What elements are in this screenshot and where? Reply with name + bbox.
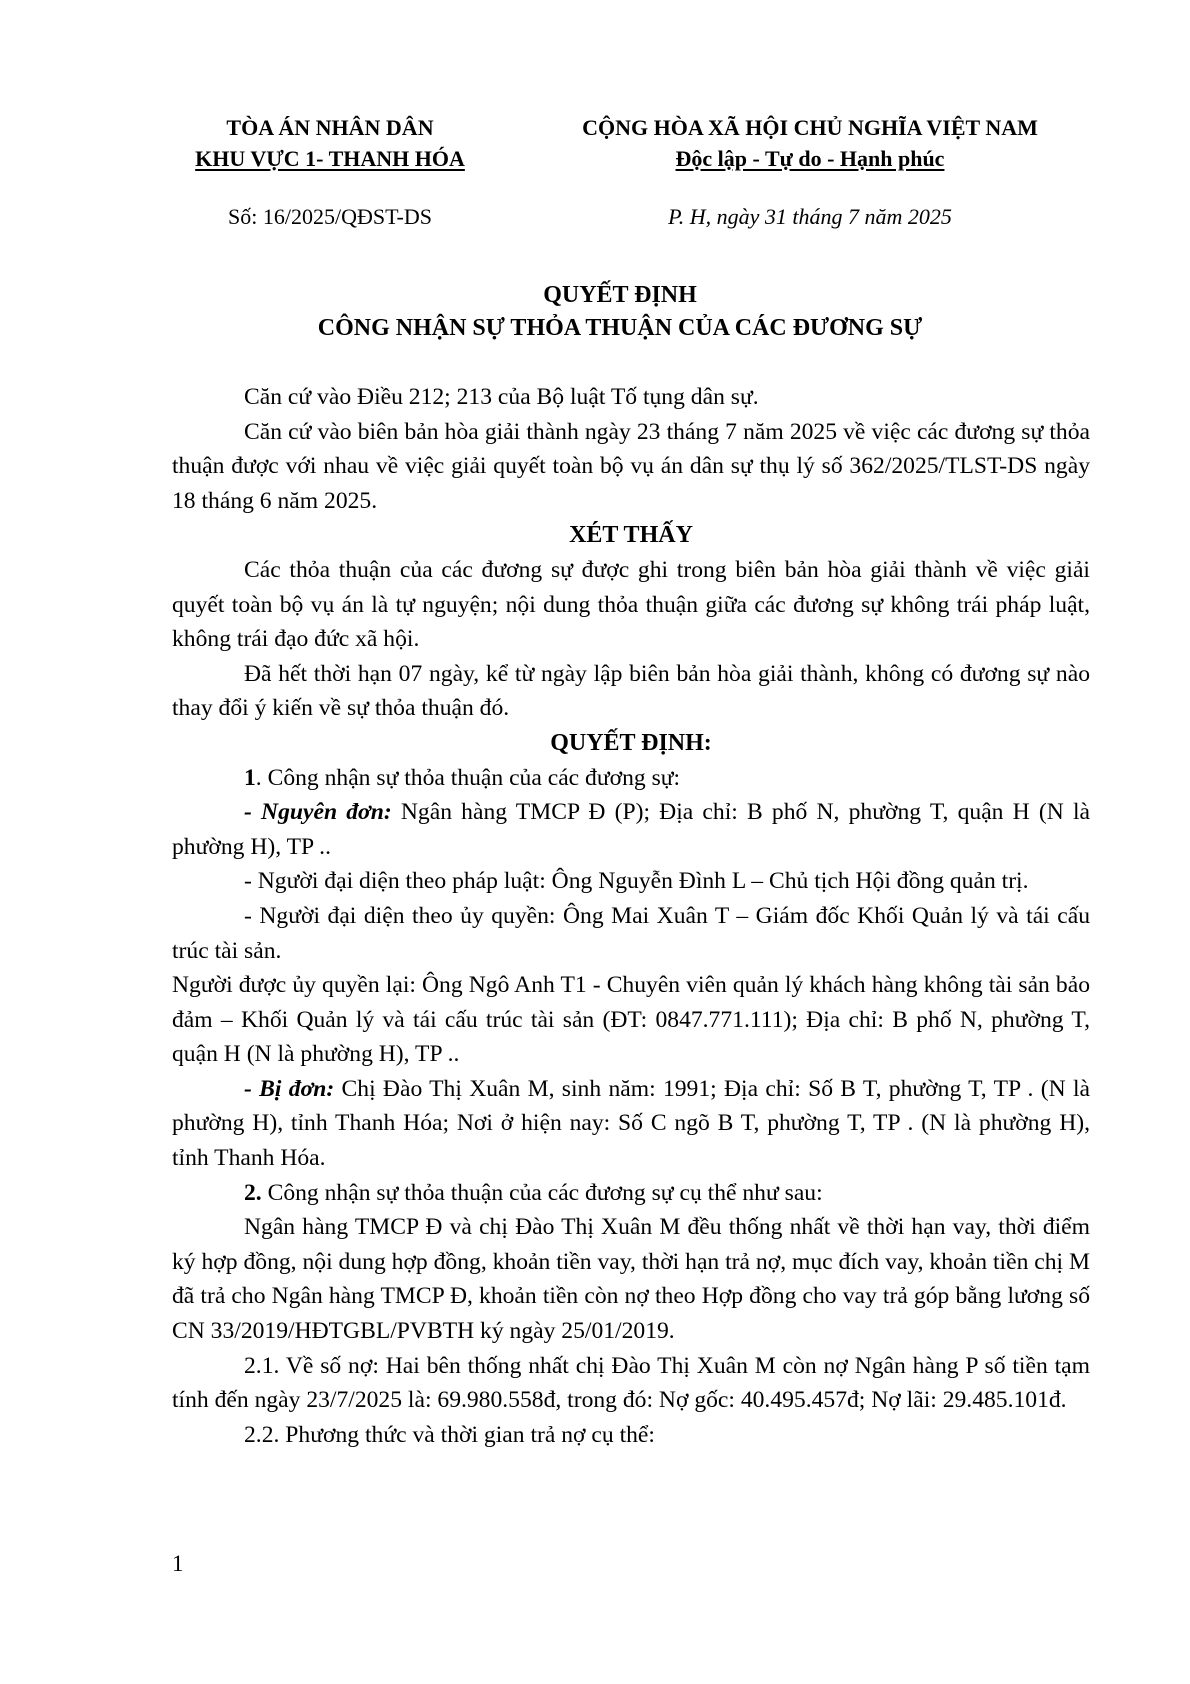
item-2-number: 2. [244, 1179, 262, 1206]
title-line-1: QUYẾT ĐỊNH [543, 282, 697, 308]
title-line-2: CÔNG NHẬN SỰ THỎA THUẬN CỦA CÁC ĐƯƠNG SỰ [317, 315, 923, 341]
sub-authorized-person: Người được ủy quyền lại: Ông Ngô Anh T1 - Chuyên viên quản lý khách hàng không tài sản bảo đảm – Khối Quản lý và tái cấu trúc tài sản (ĐT: 0847.771.111); Địa chỉ: B phố N, phường T, quận H (N là phường H), TP .. [172, 972, 1090, 1068]
defendant-text: Chị Đào Thị Xuân M, sinh năm: 1991; Địa chỉ: Số B T, phường T, TP . (N là phường H), tỉnh Thanh Hóa; Nơi ở hiện nay: Số C ngõ B T, phường T, TP . (N là phường H), tỉnh Thanh Hóa. [172, 1075, 1090, 1172]
legal-representative: - Người đại diện theo pháp luật: Ông Nguyễn Đình L – Chủ tịch Hội đồng quản trị. [244, 868, 1029, 895]
national-motto: Độc lập - Tự do - Hạnh phúc [675, 146, 945, 171]
document-number: Số: 16/2025/QĐST-DS [228, 204, 432, 229]
item-2 [172, 1176, 1090, 1211]
paragraph-mediation-record: Căn cứ vào biên bản hòa giải thành ngày 23 tháng 7 năm 2025 về việc các đương sự thỏa thuận được với nhau về việc giải quyết toàn bộ vụ án dân sự thụ lý số 362/2025/TLST-DS ngày 18 tháng 6 năm 2025. [172, 418, 1090, 514]
defendant-paragraph [172, 1072, 1090, 1176]
plaintiff-paragraph [172, 795, 1090, 864]
court-header [160, 112, 500, 174]
paragraph-agreement-details: Ngân hàng TMCP Đ và chị Đào Thị Xuân M đều thống nhất về thời hạn vay, thời điểm ký hợp đồng, nội dung hợp đồng, khoản tiền vay, thời hạn trả nợ, mục đích vay, khoản tiền chị M đã trả cho Ngân hàng TMCP Đ, khoản tiền còn nợ theo Hợp đồng cho vay trả góp bằng lương số CN 33/2019/HĐTGBL/PVBTH ký ngày 25/01/2019. [172, 1214, 1090, 1345]
item-1-text: . Công nhận sự thỏa thuận của các đương sự: [255, 764, 681, 791]
item-1 [172, 761, 1090, 796]
paragraph-debt-amount: 2.1. Về số nợ: Hai bên thống nhất chị Đào Thị Xuân M còn nợ Ngân hàng P số tiền tạm tính đến ngày 23/7/2025 là: 69.980.558đ, trong đó: Nợ gốc: 40.495.457đ; Nợ lãi: 29.485.101đ. [172, 1352, 1090, 1414]
heading-xet-thay: XÉT THẤY [569, 522, 693, 549]
paragraph-agreement-valid: Các thỏa thuận của các đương sự được ghi trong biên bản hòa giải thành về việc giải quyết toàn bộ vụ án là tự nguyện; nội dung thỏa thuận giữa các đương sự không trái pháp luật, không trái đạo đức xã hội. [172, 556, 1090, 653]
national-title: CỘNG HÒA XÃ HỘI CHỦ NGHĨA VIỆT NAM [582, 115, 1038, 140]
court-name: TÒA ÁN NHÂN DÂN [226, 115, 434, 140]
document-place-date: P. H, ngày 31 tháng 7 năm 2025 [668, 204, 952, 229]
document-body [172, 380, 1090, 1452]
item-2-text: Công nhận sự thỏa thuận của các đương sự cụ thể như sau: [261, 1179, 823, 1206]
paragraph-time-limit: Đã hết thời hạn 07 ngày, kể từ ngày lập biên bản hòa giải thành, không có đương sự nào thay đổi ý kiến về sự thỏa thuận đó. [172, 660, 1090, 722]
item-1-number: 1 [244, 764, 256, 791]
plaintiff-label: - Nguyên đơn: [244, 799, 392, 826]
court-region: KHU VỰC 1- THANH HÓA [195, 146, 465, 171]
document-title [150, 279, 1090, 345]
heading-quyet-dinh: QUYẾT ĐỊNH: [550, 729, 712, 756]
paragraph-legal-basis: Căn cứ vào Điều 212; 213 của Bộ luật Tố tụng dân sự. [244, 384, 759, 410]
page-number: 1 [172, 1551, 184, 1576]
authorized-representative: - Người đại diện theo ủy quyền: Ông Mai Xuân T – Giám đốc Khối Quản lý và tái cấu trúc tài sản. [172, 902, 1090, 964]
defendant-label: - Bị đơn: [244, 1075, 335, 1102]
plaintiff-text: Ngân hàng TMCP Đ (P); Địa chỉ: B phố N, phường T, quận H (N là phường H), TP .. [172, 799, 1090, 860]
national-header [535, 112, 1085, 174]
paragraph-repayment-method: 2.2. Phương thức và thời gian trả nợ cụ thể: [244, 1421, 655, 1448]
